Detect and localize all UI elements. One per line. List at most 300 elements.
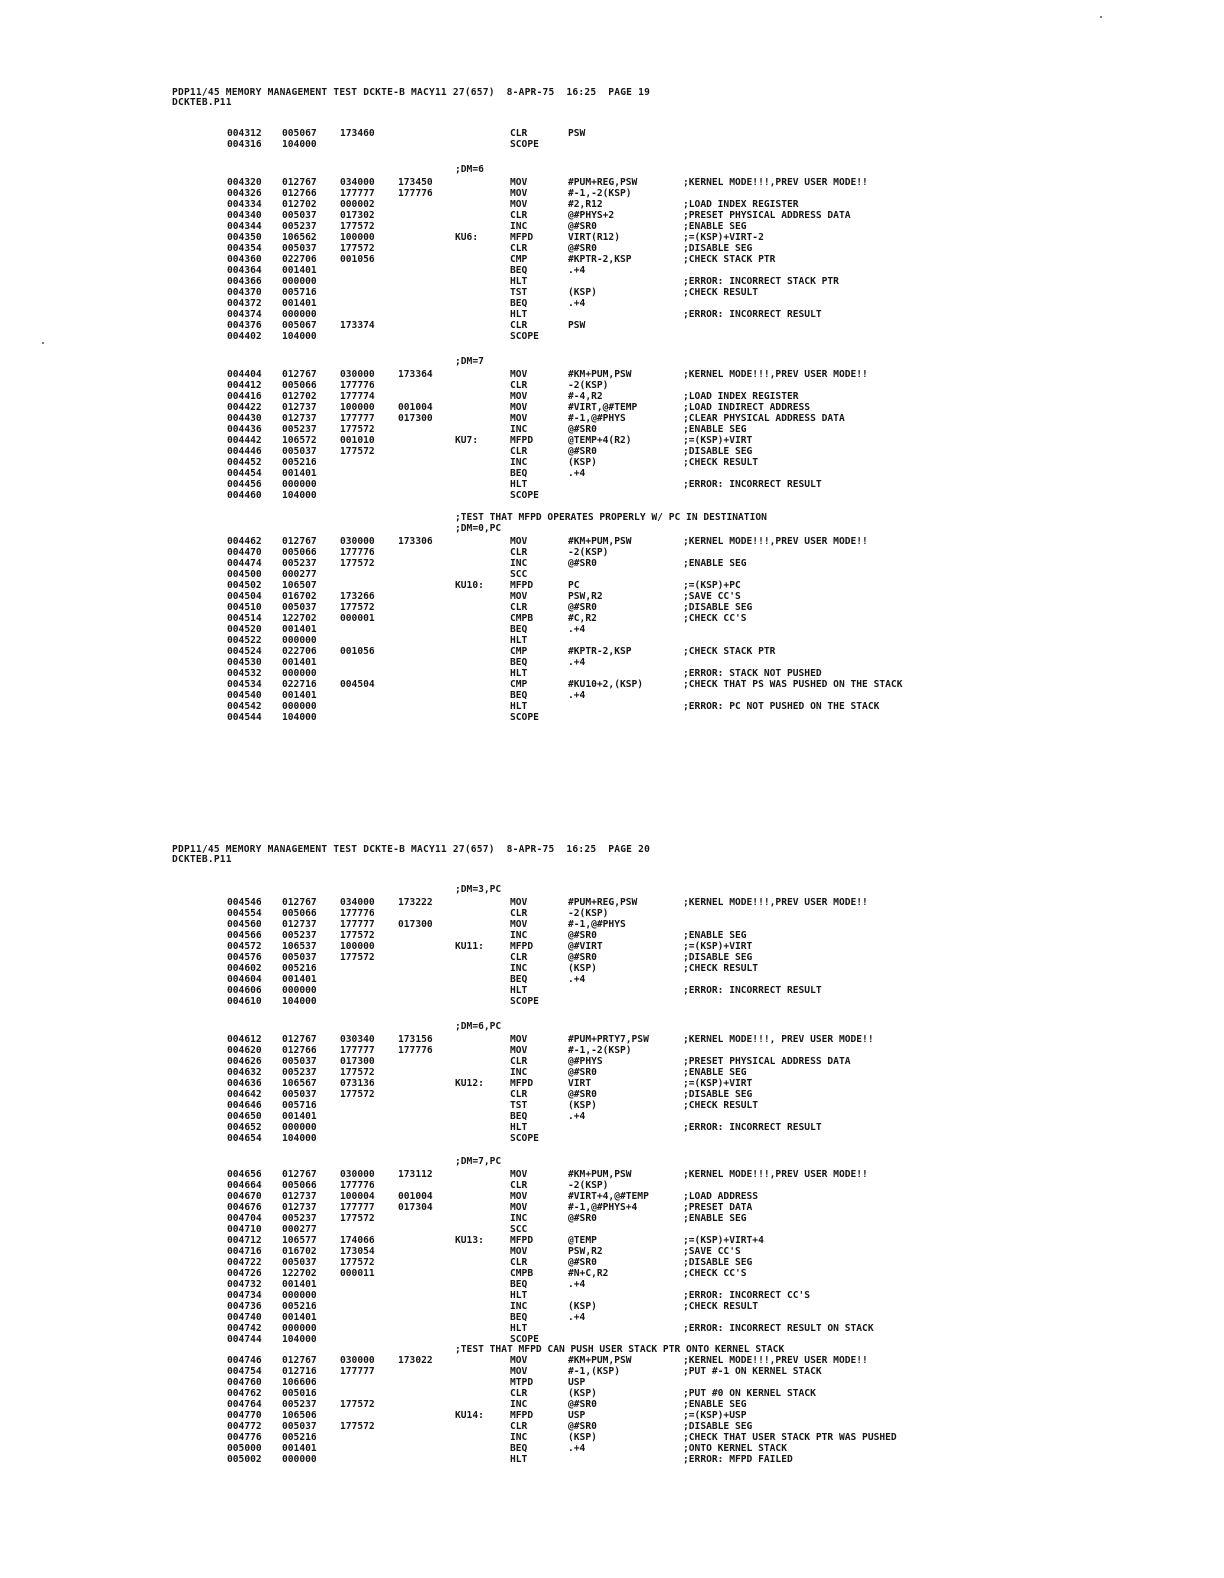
mnemonic: INC <box>510 1301 528 1312</box>
opcode-word: 001401 <box>282 1312 317 1323</box>
opcode-word: 104000 <box>282 1133 317 1144</box>
operands: -2(KSP) <box>568 1180 609 1191</box>
operands: PSW,R2 <box>568 1246 603 1257</box>
address: 004762 <box>227 1388 262 1399</box>
mnemonic: MOV <box>510 1366 528 1377</box>
comment: ;ERROR: INCORRECT STACK PTR <box>683 276 839 287</box>
comment: ;PUT #-1 ON KERNEL STACK <box>683 1366 822 1377</box>
opcode-word: 012767 <box>282 1034 317 1045</box>
mnemonic: CLR <box>510 128 528 139</box>
address: 004470 <box>227 547 262 558</box>
opcode-word: 001401 <box>282 624 317 635</box>
section-comment: ;DM=7,PC <box>455 1156 502 1167</box>
label: KU13: <box>455 1235 484 1246</box>
operand-word-1: 177572 <box>340 1399 375 1410</box>
address: 004446 <box>227 446 262 457</box>
address: 004620 <box>227 1045 262 1056</box>
operand-word-1: 000001 <box>340 613 375 624</box>
comment: ;ERROR: INCORRECT RESULT <box>683 985 822 996</box>
mnemonic: MFPD <box>510 1235 534 1246</box>
mnemonic: MOV <box>510 919 528 930</box>
opcode-word: 005237 <box>282 930 317 941</box>
address: 004744 <box>227 1334 262 1345</box>
section-comment-line <box>0 164 1224 176</box>
opcode-word: 104000 <box>282 331 317 342</box>
operands: USP <box>568 1377 586 1388</box>
operand-word-1: 177572 <box>340 1067 375 1078</box>
opcode-word: 005037 <box>282 602 317 613</box>
mnemonic: HLT <box>510 1122 528 1133</box>
operand-word-1: 177777 <box>340 919 375 930</box>
mnemonic: HLT <box>510 276 528 287</box>
opcode-word: 001401 <box>282 657 317 668</box>
comment: ;=(KSP)+VIRT <box>683 435 753 446</box>
operand-word-2: 001004 <box>398 1191 433 1202</box>
mnemonic: CMPB <box>510 1268 534 1279</box>
operand-word-1: 004504 <box>340 679 375 690</box>
address: 004656 <box>227 1169 262 1180</box>
operands: @#VIRT <box>568 941 603 952</box>
opcode-word: 005716 <box>282 1100 317 1111</box>
address: 004340 <box>227 210 262 221</box>
operand-word-1: 030000 <box>340 1169 375 1180</box>
section-comment: ;DM=6,PC <box>455 1021 502 1032</box>
mnemonic: HLT <box>510 1323 528 1334</box>
address: 004576 <box>227 952 262 963</box>
operands: @#SR0 <box>568 424 597 435</box>
opcode-word: 001401 <box>282 690 317 701</box>
mnemonic: SCOPE <box>510 331 539 342</box>
opcode-word: 001401 <box>282 298 317 309</box>
mnemonic: MOV <box>510 188 528 199</box>
address: 004772 <box>227 1421 262 1432</box>
comment: ;ENABLE SEG <box>683 221 747 232</box>
address: 004654 <box>227 1133 262 1144</box>
mnemonic: INC <box>510 1067 528 1078</box>
opcode-word: 012767 <box>282 1355 317 1366</box>
listing-line <box>0 1454 1224 1466</box>
address: 004742 <box>227 1323 262 1334</box>
opcode-word: 106507 <box>282 580 317 591</box>
operands: VIRT(R12) <box>568 232 620 243</box>
label: KU14: <box>455 1410 484 1421</box>
comment: ;KERNEL MODE!!!,PREV USER MODE!! <box>683 897 868 908</box>
opcode-word: 012766 <box>282 188 317 199</box>
address: 004454 <box>227 468 262 479</box>
address: 004652 <box>227 1122 262 1133</box>
address: 004522 <box>227 635 262 646</box>
mnemonic: SCOPE <box>510 1133 539 1144</box>
address: 004520 <box>227 624 262 635</box>
comment: ;ENABLE SEG <box>683 558 747 569</box>
comment: ;=(KSP)+VIRT+4 <box>683 1235 764 1246</box>
operands: (KSP) <box>568 287 597 298</box>
operand-word-1: 177572 <box>340 1421 375 1432</box>
address: 004370 <box>227 287 262 298</box>
operands: #VIRT,@#TEMP <box>568 402 638 413</box>
operand-word-1: 173054 <box>340 1246 375 1257</box>
operand-word-2: 173222 <box>398 897 433 908</box>
comment: ;PRESET PHYSICAL ADDRESS DATA <box>683 210 851 221</box>
mnemonic: BEQ <box>510 1443 528 1454</box>
comment: ;ERROR: INCORRECT CC'S <box>683 1290 811 1301</box>
mnemonic: MOV <box>510 369 528 380</box>
mnemonic: HLT <box>510 1290 528 1301</box>
address: 004606 <box>227 985 262 996</box>
opcode-word: 005066 <box>282 380 317 391</box>
address: 004554 <box>227 908 262 919</box>
address: 004354 <box>227 243 262 254</box>
opcode-word: 012737 <box>282 919 317 930</box>
opcode-word: 106562 <box>282 232 317 243</box>
address: 005000 <box>227 1443 262 1454</box>
mnemonic: CLR <box>510 320 528 331</box>
mnemonic: CLR <box>510 908 528 919</box>
opcode-word: 106537 <box>282 941 317 952</box>
address: 004442 <box>227 435 262 446</box>
operands: #KM+PUM,PSW <box>568 369 632 380</box>
opcode-word: 005716 <box>282 287 317 298</box>
section-comment-line <box>0 1021 1224 1033</box>
address: 004572 <box>227 941 262 952</box>
address: 004650 <box>227 1111 262 1122</box>
mnemonic: HLT <box>510 701 528 712</box>
address: 004372 <box>227 298 262 309</box>
opcode-word: 005237 <box>282 1067 317 1078</box>
mnemonic: MOV <box>510 536 528 547</box>
opcode-word: 000277 <box>282 569 317 580</box>
opcode-word: 005037 <box>282 243 317 254</box>
operands: #-1,-2(KSP) <box>568 1045 632 1056</box>
address: 004734 <box>227 1290 262 1301</box>
opcode-word: 012737 <box>282 1202 317 1213</box>
operand-word-1: 001056 <box>340 254 375 265</box>
mnemonic: INC <box>510 963 528 974</box>
operands: .+4 <box>568 974 586 985</box>
operands: #KM+PUM,PSW <box>568 536 632 547</box>
operands: @#SR0 <box>568 1213 597 1224</box>
operand-word-1: 100000 <box>340 402 375 413</box>
mnemonic: INC <box>510 930 528 941</box>
operand-word-1: 177777 <box>340 1366 375 1377</box>
operand-word-1: 177777 <box>340 188 375 199</box>
listing-line <box>0 712 1224 724</box>
mnemonic: CMP <box>510 646 528 657</box>
address: 004460 <box>227 490 262 501</box>
operand-word-1: 177572 <box>340 930 375 941</box>
operand-word-1: 017302 <box>340 210 375 221</box>
comment: ;KERNEL MODE!!!,PREV USER MODE!! <box>683 1355 868 1366</box>
mnemonic: SCOPE <box>510 1334 539 1345</box>
mnemonic: HLT <box>510 635 528 646</box>
opcode-word: 005037 <box>282 446 317 457</box>
comment: ;LOAD INDEX REGISTER <box>683 199 799 210</box>
opcode-word: 016702 <box>282 1246 317 1257</box>
section-comment: ;TEST THAT MFPD OPERATES PROPERLY W/ PC IN DESTINATION <box>455 512 767 523</box>
mnemonic: MOV <box>510 1045 528 1056</box>
opcode-word: 012767 <box>282 369 317 380</box>
operands: #-1,@#PHYS+4 <box>568 1202 638 1213</box>
comment: ;=(KSP)+PC <box>683 580 741 591</box>
section-comment-line <box>0 356 1224 368</box>
operand-word-2: 173156 <box>398 1034 433 1045</box>
mnemonic: CLR <box>510 1089 528 1100</box>
address: 004716 <box>227 1246 262 1257</box>
mnemonic: CMP <box>510 679 528 690</box>
mnemonic: CLR <box>510 243 528 254</box>
mnemonic: SCOPE <box>510 996 539 1007</box>
operands: .+4 <box>568 657 586 668</box>
address: 004646 <box>227 1100 262 1111</box>
operand-word-1: 177572 <box>340 446 375 457</box>
section-comment-line <box>0 523 1224 535</box>
comment: ;=(KSP)+VIRT-2 <box>683 232 764 243</box>
operand-word-1: 100004 <box>340 1191 375 1202</box>
operand-word-2: 177776 <box>398 188 433 199</box>
mnemonic: CLR <box>510 1180 528 1191</box>
operands: #KM+PUM,PSW <box>568 1355 632 1366</box>
mnemonic: HLT <box>510 479 528 490</box>
address: 004500 <box>227 569 262 580</box>
opcode-word: 022706 <box>282 254 317 265</box>
opcode-word: 012767 <box>282 1169 317 1180</box>
mnemonic: CLR <box>510 602 528 613</box>
operand-word-1: 177776 <box>340 908 375 919</box>
address: 004664 <box>227 1180 262 1191</box>
address: 004740 <box>227 1312 262 1323</box>
address: 004566 <box>227 930 262 941</box>
address: 004502 <box>227 580 262 591</box>
address: 004326 <box>227 188 262 199</box>
opcode-word: 001401 <box>282 1111 317 1122</box>
operand-word-1: 073136 <box>340 1078 375 1089</box>
opcode-word: 012766 <box>282 1045 317 1056</box>
operand-word-1: 177572 <box>340 424 375 435</box>
operand-word-1: 177572 <box>340 243 375 254</box>
operand-word-1: 100000 <box>340 941 375 952</box>
address: 004524 <box>227 646 262 657</box>
operand-word-1: 100000 <box>340 232 375 243</box>
address: 004776 <box>227 1432 262 1443</box>
mnemonic: CMP <box>510 254 528 265</box>
operands: @#SR0 <box>568 221 597 232</box>
opcode-word: 005037 <box>282 1056 317 1067</box>
address: 004626 <box>227 1056 262 1067</box>
address: 004456 <box>227 479 262 490</box>
opcode-word: 005016 <box>282 1388 317 1399</box>
operands: .+4 <box>568 1279 586 1290</box>
mnemonic: HLT <box>510 668 528 679</box>
mnemonic: CLR <box>510 952 528 963</box>
mnemonic: MOV <box>510 177 528 188</box>
operands: @#PHYS <box>568 1056 603 1067</box>
comment: ;CHECK RESULT <box>683 1100 759 1111</box>
mnemonic: TST <box>510 287 528 298</box>
opcode-word: 001401 <box>282 265 317 276</box>
operands: @#SR0 <box>568 1257 597 1268</box>
mnemonic: MOV <box>510 897 528 908</box>
operands: PC <box>568 580 580 591</box>
listing-line <box>0 996 1224 1008</box>
opcode-word: 001401 <box>282 974 317 985</box>
operands: #KPTR-2,KSP <box>568 646 632 657</box>
operands: .+4 <box>568 468 586 479</box>
mnemonic: MOV <box>510 413 528 424</box>
operand-word-1: 030000 <box>340 1355 375 1366</box>
opcode-word: 122702 <box>282 1268 317 1279</box>
opcode-word: 106577 <box>282 1235 317 1246</box>
address: 004560 <box>227 919 262 930</box>
operands: (KSP) <box>568 1432 597 1443</box>
mnemonic: CLR <box>510 1056 528 1067</box>
mnemonic: HLT <box>510 1454 528 1465</box>
label: KU7: <box>455 435 479 446</box>
operand-word-1: 173266 <box>340 591 375 602</box>
comment: ;CHECK STACK PTR <box>683 646 776 657</box>
comment: ;CHECK RESULT <box>683 287 759 298</box>
operand-word-1: 177572 <box>340 558 375 569</box>
mnemonic: MFPD <box>510 435 534 446</box>
address: 004422 <box>227 402 262 413</box>
mnemonic: MOV <box>510 1202 528 1213</box>
address: 004366 <box>227 276 262 287</box>
operand-word-1: 177777 <box>340 1045 375 1056</box>
address: 004670 <box>227 1191 262 1202</box>
opcode-word: 001401 <box>282 468 317 479</box>
mnemonic: INC <box>510 1399 528 1410</box>
operands: #PUM+REG,PSW <box>568 897 638 908</box>
listing-line <box>0 1133 1224 1145</box>
operands: PSW,R2 <box>568 591 603 602</box>
address: 004610 <box>227 996 262 1007</box>
operand-word-2: 017300 <box>398 919 433 930</box>
comment: ;ERROR: STACK NOT PUSHED <box>683 668 822 679</box>
mnemonic: MFPD <box>510 580 534 591</box>
address: 004544 <box>227 712 262 723</box>
address: 004514 <box>227 613 262 624</box>
operand-word-2: 173364 <box>398 369 433 380</box>
address: 004546 <box>227 897 262 908</box>
mnemonic: MFPD <box>510 1410 534 1421</box>
label: KU6: <box>455 232 479 243</box>
comment: ;=(KSP)+VIRT <box>683 1078 753 1089</box>
operands: #N+C,R2 <box>568 1268 609 1279</box>
address: 004430 <box>227 413 262 424</box>
mnemonic: INC <box>510 558 528 569</box>
operands: (KSP) <box>568 963 597 974</box>
operand-word-1: 017300 <box>340 1056 375 1067</box>
opcode-word: 106572 <box>282 435 317 446</box>
operand-word-1: 173460 <box>340 128 375 139</box>
comment: ;=(KSP)+VIRT <box>683 941 753 952</box>
opcode-word: 012716 <box>282 1366 317 1377</box>
operand-word-1: 177776 <box>340 380 375 391</box>
operand-word-2: 177776 <box>398 1045 433 1056</box>
comment: ;ENABLE SEG <box>683 930 747 941</box>
address: 004510 <box>227 602 262 613</box>
section-comment: ;DM=6 <box>455 164 484 175</box>
opcode-word: 005037 <box>282 1257 317 1268</box>
address: 004320 <box>227 177 262 188</box>
address: 004344 <box>227 221 262 232</box>
mnemonic: INC <box>510 424 528 435</box>
comment: ;CHECK THAT USER STACK PTR WAS PUSHED <box>683 1432 897 1443</box>
address: 004704 <box>227 1213 262 1224</box>
comment: ;ERROR: INCORRECT RESULT <box>683 479 822 490</box>
operands: #KM+PUM,PSW <box>568 1169 632 1180</box>
address: 004360 <box>227 254 262 265</box>
mnemonic: BEQ <box>510 468 528 479</box>
operands: @#SR0 <box>568 558 597 569</box>
page-20-header-title: PDP11/45 MEMORY MANAGEMENT TEST DCKTE-B MACY11 27(657) 8-APR-75 16:25 PAGE 20 <box>172 844 651 855</box>
opcode-word: 005066 <box>282 547 317 558</box>
comment: ;DISABLE SEG <box>683 1089 753 1100</box>
operands: @#SR0 <box>568 446 597 457</box>
address: 004532 <box>227 668 262 679</box>
address: 004636 <box>227 1078 262 1089</box>
address: 004760 <box>227 1377 262 1388</box>
comment: ;ERROR: INCORRECT RESULT ON STACK <box>683 1323 874 1334</box>
address: 004764 <box>227 1399 262 1410</box>
operands: (KSP) <box>568 1388 597 1399</box>
mnemonic: BEQ <box>510 624 528 635</box>
operand-word-2: 173450 <box>398 177 433 188</box>
operand-word-1: 173374 <box>340 320 375 331</box>
operands: -2(KSP) <box>568 908 609 919</box>
mnemonic: INC <box>510 1213 528 1224</box>
operands: #KU10+2,(KSP) <box>568 679 644 690</box>
opcode-word: 104000 <box>282 139 317 150</box>
address: 004754 <box>227 1366 262 1377</box>
comment: ;DISABLE SEG <box>683 446 753 457</box>
opcode-word: 005237 <box>282 221 317 232</box>
operands: USP <box>568 1410 586 1421</box>
mnemonic: SCC <box>510 1224 528 1235</box>
opcode-word: 005037 <box>282 210 317 221</box>
operands: #-4,R2 <box>568 391 603 402</box>
opcode-word: 005037 <box>282 1421 317 1432</box>
operands: @TEMP <box>568 1235 597 1246</box>
opcode-word: 005067 <box>282 320 317 331</box>
operands: @#PHYS+2 <box>568 210 615 221</box>
opcode-word: 005237 <box>282 1399 317 1410</box>
address: 004736 <box>227 1301 262 1312</box>
mnemonic: BEQ <box>510 265 528 276</box>
scan-speck <box>1100 16 1102 18</box>
comment: ;ERROR: PC NOT PUSHED ON THE STACK <box>683 701 880 712</box>
operands: #VIRT+4,@#TEMP <box>568 1191 649 1202</box>
opcode-word: 106506 <box>282 1410 317 1421</box>
opcode-word: 122702 <box>282 613 317 624</box>
section-comment: ;DM=7 <box>455 356 484 367</box>
opcode-word: 005216 <box>282 457 317 468</box>
mnemonic: SCC <box>510 569 528 580</box>
operand-word-1: 001056 <box>340 646 375 657</box>
address: 004404 <box>227 369 262 380</box>
label: KU10: <box>455 580 484 591</box>
label: KU12: <box>455 1078 484 1089</box>
operand-word-1: 000011 <box>340 1268 375 1279</box>
mnemonic: BEQ <box>510 657 528 668</box>
operands: @#SR0 <box>568 952 597 963</box>
opcode-word: 012702 <box>282 199 317 210</box>
comment: ;=(KSP)+USP <box>683 1410 747 1421</box>
address: 004436 <box>227 424 262 435</box>
address: 004402 <box>227 331 262 342</box>
operands: @#SR0 <box>568 930 597 941</box>
operands: @#SR0 <box>568 1421 597 1432</box>
opcode-word: 005237 <box>282 1213 317 1224</box>
